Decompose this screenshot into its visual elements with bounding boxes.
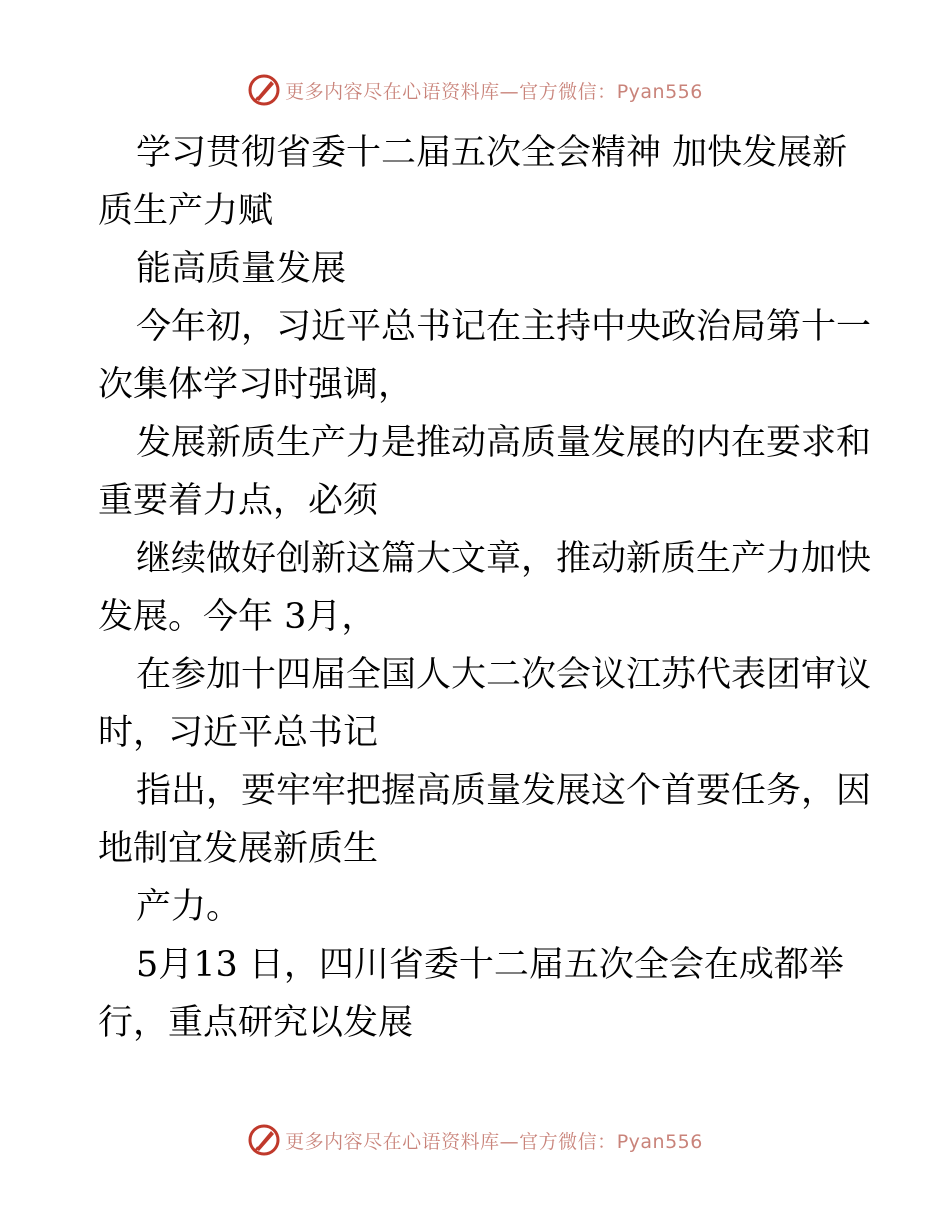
text-line: 指出，要牢牢把握高质量发展这个首要任务，因 xyxy=(136,771,872,811)
text-line: 继续做好创新这篇大文章，推动新质生产力加快 xyxy=(136,539,872,579)
text-line: 时，习近平总书记 xyxy=(98,713,379,753)
header-banner xyxy=(0,70,950,110)
text-line: 在参加十四届全国人大二次会议江苏代表团审议 xyxy=(136,655,872,695)
header-banner-title: 更多内容尽在心语资料库 xyxy=(285,80,500,103)
header-banner-dash: — xyxy=(499,80,520,103)
text-line: 质生产力赋 xyxy=(98,191,274,231)
footer-wechat-id: Pyan556 xyxy=(616,1130,703,1153)
footer-banner-dash: — xyxy=(499,1130,520,1153)
quill-pen-logo-icon xyxy=(247,73,281,107)
document-body xyxy=(98,124,872,1052)
text-line: 学习贯彻省委十二届五次全会精神 加快发展新 xyxy=(136,133,848,173)
header-banner-text xyxy=(285,77,703,104)
quill-pen-logo-icon xyxy=(247,1123,281,1157)
text-line: 地制宜发展新质生 xyxy=(98,829,379,869)
footer-wechat-label: 官方微信： xyxy=(519,1130,617,1153)
text-line: 次集体学习时强调， xyxy=(98,365,414,405)
header-wechat-id: Pyan556 xyxy=(616,80,703,103)
text-line: 发展。今年 3月， xyxy=(98,597,377,637)
footer-banner xyxy=(0,1120,950,1160)
footer-banner-text xyxy=(285,1127,703,1154)
text-line: 能高质量发展 xyxy=(136,249,347,289)
footer-banner-title: 更多内容尽在心语资料库 xyxy=(285,1130,500,1153)
text-line: 产力。 xyxy=(136,887,242,927)
header-wechat-label: 官方微信： xyxy=(519,80,617,103)
text-line: 重要着力点，必须 xyxy=(98,481,379,521)
text-line: 今年初，习近平总书记在主持中央政治局第十一 xyxy=(136,307,872,347)
text-line: 5月13 日，四川省委十二届五次全会在成都举 xyxy=(136,945,844,985)
text-line: 行，重点研究以发展 xyxy=(98,1003,414,1043)
text-line: 发展新质生产力是推动高质量发展的内在要求和 xyxy=(136,423,872,463)
